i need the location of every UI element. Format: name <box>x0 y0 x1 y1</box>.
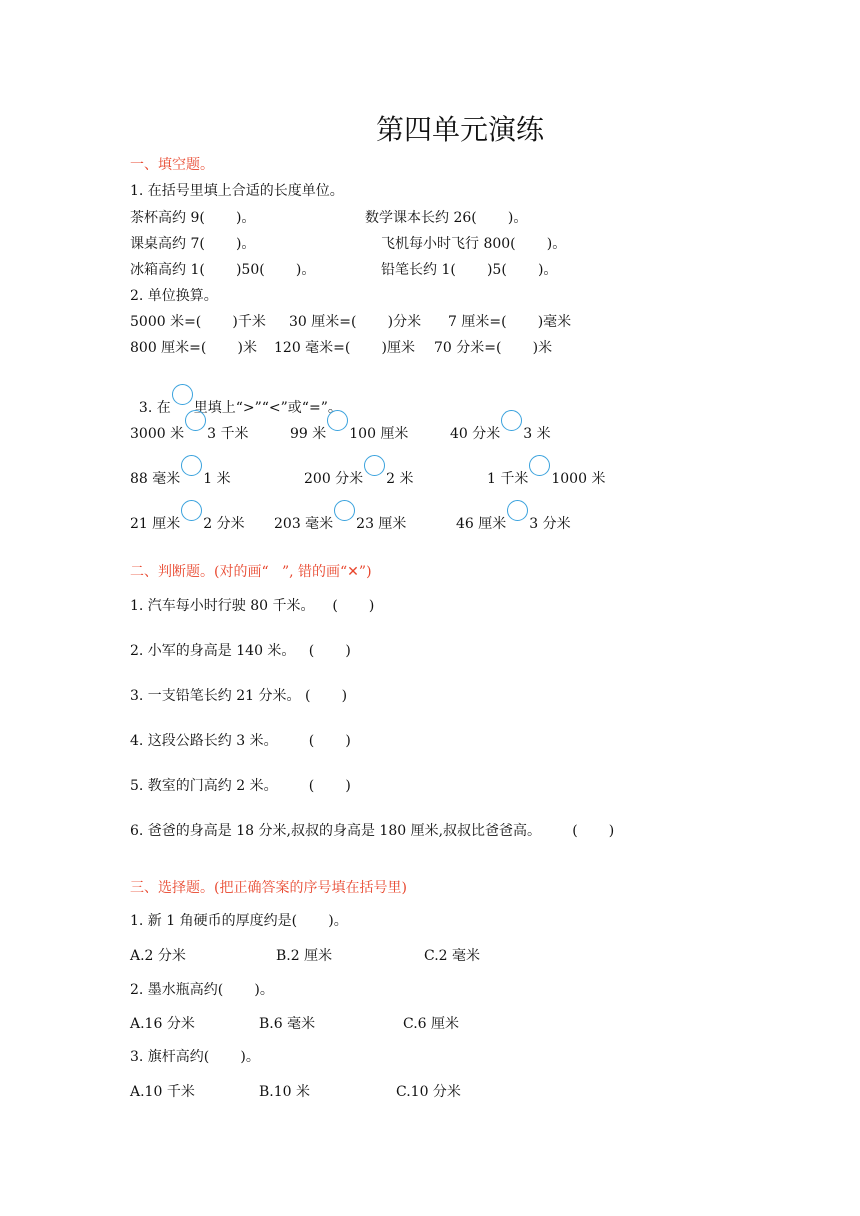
choice-2-a: A.16 分米 <box>130 1016 195 1032</box>
compare-circle[interactable] <box>364 455 385 476</box>
choice-3-a: A.10 千米 <box>130 1084 195 1100</box>
compare-circle[interactable] <box>327 410 348 431</box>
compare-item: 99 米 100 厘米 <box>290 419 408 444</box>
choice-question-3: 3. 旗杆高约( )。 <box>130 1049 260 1065</box>
choice-question-1: 1. 新 1 角硬币的厚度约是( )。 <box>130 913 348 929</box>
judge-item-2: 2. 小军的身高是 140 米。 ( ) <box>130 643 351 659</box>
question-1-1: 1. 在括号里填上合适的长度单位。 <box>130 183 344 199</box>
fill-item-3b: 铅笔长约 1( )5( )。 <box>381 262 558 278</box>
compare-circle[interactable] <box>185 410 206 431</box>
compare-circle[interactable] <box>181 500 202 521</box>
judge-item-1: 1. 汽车每小时行驶 80 千米。 ( ) <box>130 598 375 614</box>
fill-item-2b: 飞机每小时飞行 800( )。 <box>381 236 567 252</box>
question-1-3-prefix: 3. 在 <box>138 400 171 416</box>
judge-item-6: 6. 爸爸的身高是 18 分米,叔叔的身高是 180 厘米,叔叔比爸爸高。 ( ) <box>130 823 615 839</box>
choice-question-2: 2. 墨水瓶高约( )。 <box>130 982 274 998</box>
choice-3-b: B.10 米 <box>259 1084 311 1100</box>
choice-2-c: C.6 厘米 <box>403 1016 460 1032</box>
compare-circle[interactable] <box>507 500 528 521</box>
compare-item: 200 分米 2 米 <box>304 464 414 489</box>
convert-item-2c: 70 分米=( )米 <box>434 340 553 356</box>
choice-1-b: B.2 厘米 <box>276 948 333 964</box>
fill-item-1a: 茶杯高约 9( )。 <box>130 210 256 226</box>
judge-item-4: 4. 这段公路长约 3 米。 ( ) <box>130 733 351 749</box>
compare-item: 21 厘米 2 分米 <box>130 509 245 534</box>
compare-circle[interactable] <box>181 455 202 476</box>
choice-2-b: B.6 毫米 <box>259 1016 316 1032</box>
compare-item: 3000 米 3 千米 <box>130 419 248 444</box>
convert-item-2b: 120 毫米=( )厘米 <box>274 340 415 356</box>
compare-item: 1 千米 1000 米 <box>487 464 605 489</box>
compare-item: 88 毫米 1 米 <box>130 464 231 489</box>
fill-item-3a: 冰箱高约 1( )50( )。 <box>130 262 316 278</box>
compare-item: 40 分米 3 米 <box>450 419 551 444</box>
convert-item-1a: 5000 米=( )千米 <box>130 314 266 330</box>
circle-blank-icon <box>172 384 193 405</box>
page-title: 第四单元演练 <box>375 113 544 146</box>
convert-item-1c: 7 厘米=( )毫米 <box>448 314 572 330</box>
compare-item: 46 厘米 3 分米 <box>456 509 571 534</box>
judge-item-3: 3. 一支铅笔长约 21 分米。 ( ) <box>130 688 348 704</box>
section-2-heading: 二、判断题。(对的画“ ”, 错的画“✕”) <box>130 564 372 580</box>
question-1-3-suffix: 里填上“>”“<”或“=”。 <box>193 400 342 416</box>
question-1-3 <box>130 373 342 418</box>
choice-1-a: A.2 分米 <box>130 948 186 964</box>
choice-1-c: C.2 毫米 <box>424 948 481 964</box>
choice-3-c: C.10 分米 <box>396 1084 461 1100</box>
compare-item: 203 毫米 23 厘米 <box>274 509 406 534</box>
fill-item-2a: 课桌高约 7( )。 <box>130 236 256 252</box>
convert-item-1b: 30 厘米=( )分米 <box>289 314 422 330</box>
compare-circle[interactable] <box>529 455 550 476</box>
compare-circle[interactable] <box>501 410 522 431</box>
fill-item-1b: 数学课本长约 26( )。 <box>365 210 528 226</box>
section-1-heading: 一、填空题。 <box>130 157 214 173</box>
judge-item-5: 5. 教室的门高约 2 米。 ( ) <box>130 778 351 794</box>
question-1-2: 2. 单位换算。 <box>130 288 218 304</box>
section-3-heading: 三、选择题。(把正确答案的序号填在括号里) <box>130 880 407 896</box>
convert-item-2a: 800 厘米=( )米 <box>130 340 257 356</box>
compare-circle[interactable] <box>334 500 355 521</box>
